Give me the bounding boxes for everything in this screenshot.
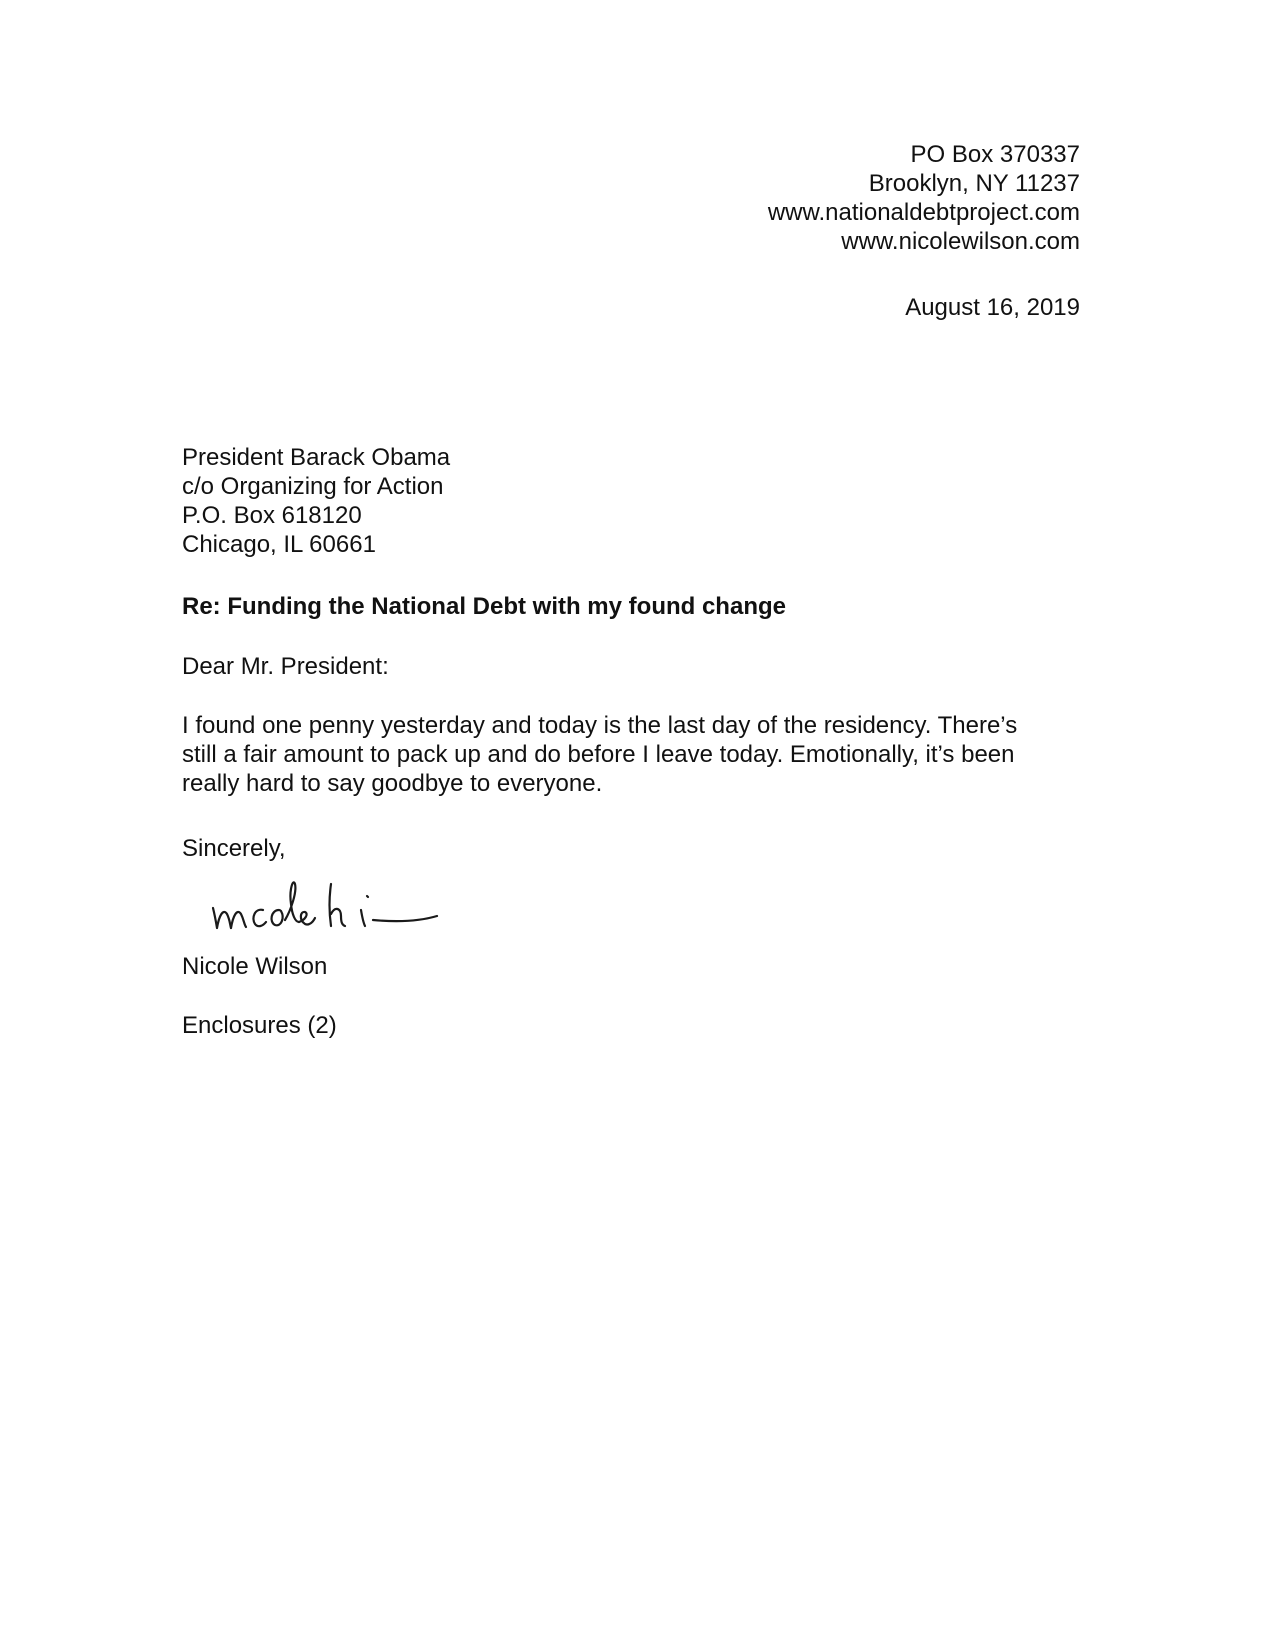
recipient-po-box: P.O. Box 618120 [182,502,362,529]
sender-address-block [768,140,1080,256]
letter-body [182,711,1062,798]
sender-po-box: PO Box 370337 [910,141,1080,168]
subject-line: Re: Funding the National Debt with my found change [182,593,786,620]
handwritten-signature [205,870,465,940]
body-line: really hard to say goodbye to everyone. [182,770,603,797]
body-line: still a fair amount to pack up and do before I leave today. Emotionally, it’s been [182,741,1015,768]
recipient-city-state-zip: Chicago, IL 60661 [182,531,376,558]
recipient-address-block [182,443,450,559]
sender-website-personal: www.nicolewilson.com [841,228,1080,255]
sender-city-state-zip: Brooklyn, NY 11237 [868,170,1080,197]
sender-website-project: www.nationaldebtproject.com [767,199,1080,226]
recipient-name: President Barack Obama [182,444,451,471]
closing: Sincerely, [182,835,286,862]
recipient-care-of: c/o Organizing for Action [182,473,444,500]
enclosures-note: Enclosures (2) [182,1012,337,1039]
body-line: I found one penny yesterday and today is the last day of the residency. There’s [182,712,1018,739]
letter-date: August 16, 2019 [905,294,1080,321]
salutation: Dear Mr. President: [182,653,389,680]
signer-name: Nicole Wilson [182,953,328,980]
